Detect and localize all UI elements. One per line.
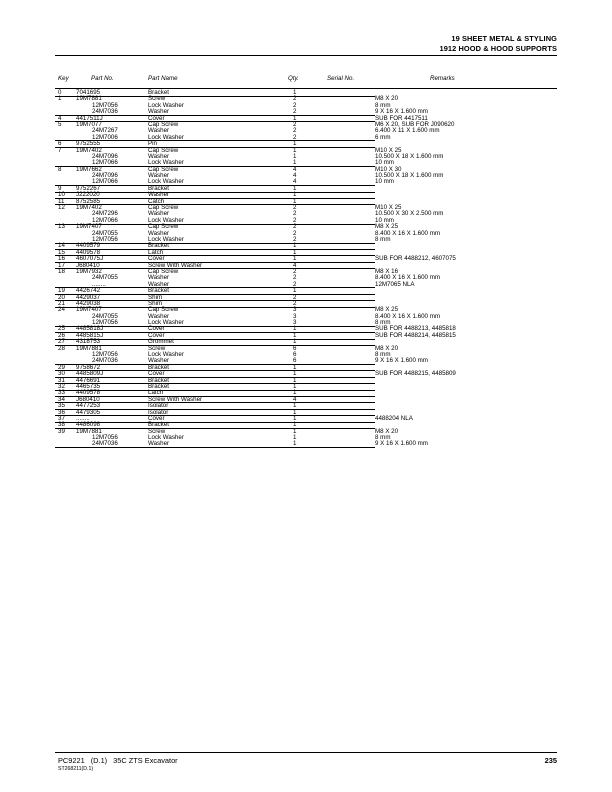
key-cell: 5 <box>58 120 62 128</box>
remarks-cell: M8 X 25 <box>375 306 399 314</box>
part-name-cell: Lock Washer <box>148 133 184 141</box>
part-name-cell: Lock Washer <box>148 101 184 109</box>
group-title: 1912 HOOD & HOOD SUPPORTS <box>439 44 557 53</box>
qty-cell: 1 <box>293 421 297 429</box>
qty-cell: 2 <box>293 204 297 212</box>
part-number-cell: 12M7056 <box>92 101 118 109</box>
key-cell: 11 <box>58 197 65 205</box>
qty-cell: 1 <box>293 434 297 442</box>
key-cell: 4 <box>58 114 62 122</box>
qty-cell: 1 <box>293 197 297 205</box>
part-number-cell: 19M7407 <box>76 223 102 231</box>
qty-cell: 2 <box>293 120 297 128</box>
key-cell: 27 <box>58 338 65 346</box>
key-cell: 14 <box>58 242 65 250</box>
part-number-cell: 19M7662 <box>76 165 102 173</box>
part-number-cell: 12M7056 <box>92 351 118 359</box>
parts-table <box>0 90 612 448</box>
remarks-cell: M8 X 20 <box>375 95 399 103</box>
part-number-cell: 19M7881 <box>76 427 102 435</box>
key-cell: 21 <box>58 299 65 307</box>
part-name-cell: Washer <box>148 229 170 237</box>
remarks-cell: 9 X 16 X 1.600 mm <box>375 108 428 116</box>
qty-cell: 1 <box>293 414 297 422</box>
part-number-cell: 24M7036 <box>92 440 118 448</box>
qty-cell: 4 <box>293 178 297 186</box>
qty-cell: 1 <box>293 287 297 295</box>
part-name-cell: Bracket <box>148 363 169 371</box>
remarks-cell: 6 mm <box>375 133 391 141</box>
page-number: 235 <box>544 756 557 765</box>
remarks-cell: 8 mm <box>375 319 391 327</box>
part-name-cell: Cap Screw <box>148 204 179 212</box>
qty-cell: 1 <box>293 376 297 384</box>
section-title: 19 SHEET METAL & STYLING <box>451 34 557 43</box>
remarks-cell: M10 X 30 <box>375 165 402 173</box>
key-cell: 15 <box>58 248 65 256</box>
part-name-cell: Shim <box>148 299 163 307</box>
part-number-cell: 4417511J <box>76 114 103 122</box>
qty-cell: 4 <box>293 172 297 180</box>
key-cell: 7 <box>58 146 62 154</box>
col-part-no-header: Part No. <box>91 75 114 82</box>
qty-cell: 1 <box>293 242 297 250</box>
qty-cell: 1 <box>293 331 297 339</box>
key-cell: 8 <box>58 165 62 173</box>
part-number-cell: 24M7296 <box>92 210 118 218</box>
qty-cell: 3 <box>293 312 297 320</box>
part-name-cell: Bracket <box>148 287 169 295</box>
part-number-cell: 7041695 <box>76 89 101 96</box>
col-qty-header: Qty. <box>288 75 299 82</box>
qty-cell: 2 <box>293 280 297 288</box>
remarks-cell: 8.400 X 16 X 1.600 mm <box>375 229 441 237</box>
part-name-cell: Bracket <box>148 184 169 192</box>
part-name-cell: Pin <box>148 140 157 148</box>
part-name-cell: Washer <box>148 152 170 160</box>
part-number-cell: 24M7055 <box>92 274 118 282</box>
qty-cell: 1 <box>293 389 297 397</box>
remarks-cell: 10 mm <box>375 216 394 224</box>
qty-cell: 1 <box>293 89 297 96</box>
key-cell: 17 <box>58 261 65 269</box>
part-name-cell: Cover <box>148 414 165 422</box>
part-number-cell: 4486098 <box>76 421 101 429</box>
part-name-cell: Washer <box>148 108 170 116</box>
remarks-cell: SUB FOR 4488212, 4607075 <box>375 255 456 263</box>
qty-cell: 6 <box>293 351 297 359</box>
key-cell: 38 <box>58 421 65 429</box>
part-number-cell: 12M7056 <box>92 235 118 243</box>
part-number-cell: 9752267 <box>76 184 101 192</box>
key-cell: 28 <box>58 344 65 352</box>
qty-cell: 2 <box>293 216 297 224</box>
qty-cell: 1 <box>293 338 297 346</box>
part-name-cell: Lock Washer <box>148 319 184 327</box>
remarks-cell: 10.500 X 18 X 1.600 mm <box>375 172 444 180</box>
part-name-cell: Shim <box>148 293 163 301</box>
key-cell: 12 <box>58 204 65 212</box>
part-number-cell: 24M7055 <box>92 229 118 237</box>
remarks-cell: M8 X 16 <box>375 267 399 275</box>
qty-cell: 1 <box>293 152 297 160</box>
qty-cell: 1 <box>293 114 297 122</box>
part-name-cell: Isolator <box>148 402 169 410</box>
part-number-cell: 12M7066 <box>92 178 118 186</box>
part-number-cell: 19M7402 <box>76 204 102 212</box>
remarks-cell: 10 mm <box>375 178 394 186</box>
remarks-cell: 8 mm <box>375 101 391 109</box>
part-number-cell: 9752555 <box>76 140 101 148</box>
part-name-cell: Cap Screw <box>148 146 179 154</box>
part-name-cell: Screw With Washer <box>148 261 203 269</box>
remarks-cell: M8 X 25 <box>375 223 399 231</box>
key-cell: 37 <box>58 414 65 422</box>
remarks-cell: 10.500 X 30 X 2.500 mm <box>375 210 444 218</box>
model-name: 35C ZTS Excavator <box>113 756 178 765</box>
part-number-cell: J222020 <box>76 191 100 199</box>
part-name-cell: Lock Washer <box>148 235 184 243</box>
qty-cell: 3 <box>293 319 297 327</box>
part-name-cell: Lock Washer <box>148 178 184 186</box>
key-cell: 19 <box>58 287 65 295</box>
remarks-cell: M10 X 25 <box>375 146 402 154</box>
key-cell: 25 <box>58 325 65 333</box>
part-name-cell: Bracket <box>148 382 169 390</box>
part-name-cell: Washer <box>148 440 170 448</box>
key-cell: 0 <box>58 89 62 96</box>
part-number-cell: 19M7077 <box>76 120 102 128</box>
part-number-cell: 12M7056 <box>92 319 118 327</box>
part-name-cell: Washer <box>148 127 170 135</box>
key-cell: 26 <box>58 331 65 339</box>
part-number-cell: 4409578 <box>76 248 101 256</box>
qty-cell: 1 <box>293 248 297 256</box>
part-number-cell: 24M7036 <box>92 357 118 365</box>
part-number-cell: 12M7056 <box>92 434 118 442</box>
key-cell: 30 <box>58 370 65 378</box>
part-name-cell: Lock Washer <box>148 159 184 167</box>
footer-left <box>58 756 184 765</box>
qty-cell: 2 <box>293 267 297 275</box>
header-rule <box>55 55 557 56</box>
part-name-cell: Screw <box>148 95 166 103</box>
part-number-cell: 4409579 <box>76 242 101 250</box>
qty-cell: 2 <box>293 133 297 141</box>
remarks-cell: M6 X 20, SUB FOR J090620 <box>375 120 455 128</box>
part-number-cell: 4479305 <box>76 408 101 416</box>
qty-cell: 6 <box>293 357 297 365</box>
part-name-cell: Cover <box>148 325 165 333</box>
qty-cell: 4 <box>293 165 297 173</box>
catalog-revision: (D.1) <box>90 756 108 765</box>
qty-cell: 3 <box>293 306 297 314</box>
key-cell: 18 <box>58 267 65 275</box>
qty-cell: 1 <box>293 408 297 416</box>
table-row <box>0 441 612 447</box>
part-name-cell: Cap Screw <box>148 120 179 128</box>
part-name-cell: Grommet <box>148 338 174 346</box>
remarks-cell: SUB FOR 4488215, 4485809 <box>375 370 456 378</box>
qty-cell: 1 <box>293 402 297 410</box>
part-name-cell: Latch <box>148 389 164 397</box>
part-name-cell: Bracket <box>148 421 169 429</box>
part-name-cell: Washer <box>148 210 170 218</box>
part-name-cell: Washer <box>148 357 170 365</box>
key-cell: 13 <box>58 223 65 231</box>
remarks-cell: 8.400 X 16 X 1.600 mm <box>375 312 441 320</box>
remarks-cell: 8 mm <box>375 434 391 442</box>
part-number-cell: 19M7932 <box>76 267 102 275</box>
key-cell: 29 <box>58 363 65 371</box>
remarks-cell: 9 X 16 X 1.600 mm <box>375 440 428 448</box>
part-name-cell: Screw With Washer <box>148 395 203 403</box>
remarks-cell: SUB FOR 4488213, 4485818 <box>375 325 456 333</box>
remarks-cell: 12M7065 NLA <box>375 280 415 288</box>
remarks-cell: 8.400 X 16 X 1.600 mm <box>375 274 441 282</box>
remarks-cell: 4488204 NLA <box>375 414 413 422</box>
part-name-cell: Lock Washer <box>148 434 184 442</box>
document-code: ST268211(D.1) <box>58 766 94 772</box>
key-cell: 36 <box>58 408 65 416</box>
qty-cell: 1 <box>293 370 297 378</box>
catalog-number: PC9221 <box>58 756 85 765</box>
remarks-cell: 8 mm <box>375 351 391 359</box>
column-header-rule <box>55 88 557 89</box>
qty-cell: 2 <box>293 299 297 307</box>
key-cell: 16 <box>58 255 65 263</box>
qty-cell: 1 <box>293 159 297 167</box>
part-name-cell: Bracket <box>148 242 169 250</box>
qty-cell: 1 <box>293 184 297 192</box>
key-cell: 20 <box>58 293 65 301</box>
part-name-cell: Bracket <box>148 376 169 384</box>
part-name-cell: Latch <box>148 248 164 256</box>
remarks-cell: SUB FOR 4488214, 4485815 <box>375 331 456 339</box>
qty-cell: 1 <box>293 382 297 390</box>
part-number-cell: 19M7402 <box>76 146 102 154</box>
key-cell: 35 <box>58 402 65 410</box>
part-number-cell: 4426742 <box>76 287 101 295</box>
remarks-cell: SUB FOR 4417511 <box>375 114 428 122</box>
part-number-cell: ........ <box>76 414 90 422</box>
part-number-cell: 4409578 <box>76 389 101 397</box>
qty-cell: 2 <box>293 293 297 301</box>
part-name-cell: Washer <box>148 312 170 320</box>
part-number-cell: 24M7036 <box>92 108 118 116</box>
part-number-cell: J680410 <box>76 395 100 403</box>
part-name-cell: Washer <box>148 280 170 288</box>
part-number-cell: 4429038 <box>76 299 101 307</box>
key-cell: 33 <box>58 389 65 397</box>
part-number-cell: 9758672 <box>76 363 101 371</box>
qty-cell: 2 <box>293 127 297 135</box>
part-number-cell: 4476691 <box>76 376 101 384</box>
part-number-cell: 4318753 <box>76 338 101 346</box>
remarks-cell: 10.500 X 18 X 1.600 mm <box>375 152 444 160</box>
part-number-cell: 12M7066 <box>92 159 118 167</box>
part-name-cell: Washer <box>148 191 170 199</box>
remarks-cell: M8 X 20 <box>375 344 399 352</box>
remarks-cell: 9 X 16 X 1.600 mm <box>375 357 428 365</box>
qty-cell: 2 <box>293 95 297 103</box>
qty-cell: 1 <box>293 363 297 371</box>
part-number-cell: 4465735 <box>76 382 101 390</box>
part-number-cell: 12M7006 <box>92 133 118 141</box>
key-cell: 6 <box>58 140 62 148</box>
part-name-cell: Washer <box>148 172 170 180</box>
qty-cell: 1 <box>293 427 297 435</box>
part-name-cell: Screw <box>148 344 166 352</box>
key-cell: 24 <box>58 306 65 314</box>
key-cell: 39 <box>58 427 65 435</box>
column-headers <box>0 75 612 85</box>
qty-cell: 4 <box>293 261 297 269</box>
part-number-cell: 4485815J <box>76 331 104 339</box>
qty-cell: 1 <box>293 440 297 448</box>
part-number-cell: 19M7881 <box>76 344 102 352</box>
key-cell: 10 <box>58 191 65 199</box>
qty-cell: 2 <box>293 235 297 243</box>
part-name-cell: Screw <box>148 427 166 435</box>
part-name-cell: Bracket <box>148 89 169 96</box>
key-cell: 1 <box>58 95 62 103</box>
remarks-cell: 6.400 X 11 X 1.600 mm <box>375 127 440 135</box>
qty-cell: 2 <box>293 108 297 116</box>
qty-cell: 2 <box>293 274 297 282</box>
part-number-cell: 24M7096 <box>92 152 118 160</box>
part-name-cell: Lock Washer <box>148 351 184 359</box>
part-name-cell: Cap Screw <box>148 267 179 275</box>
part-name-cell: Cap Screw <box>148 165 179 173</box>
remarks-cell: M8 X 20 <box>375 427 399 435</box>
part-name-cell: Cover <box>148 114 165 122</box>
qty-cell: 1 <box>293 146 297 154</box>
part-number-cell: 19M7881 <box>76 95 102 103</box>
col-serial-header: Serial No. <box>327 75 355 82</box>
part-name-cell: Cap Screw <box>148 306 179 314</box>
part-name-cell: Washer <box>148 274 170 282</box>
part-number-cell: 19M7407 <box>76 306 102 314</box>
part-number-cell: 4485818J <box>76 325 104 333</box>
part-name-cell: Catch <box>148 197 165 205</box>
qty-cell: 2 <box>293 229 297 237</box>
remarks-cell: 8 mm <box>375 235 391 243</box>
part-number-cell: 4485809J <box>76 370 104 378</box>
qty-cell: 6 <box>293 344 297 352</box>
qty-cell: 4 <box>293 395 297 403</box>
col-remarks-header: Remarks <box>430 75 455 82</box>
key-cell: 9 <box>58 184 62 192</box>
part-number-cell: 4477253 <box>76 402 101 410</box>
part-number-cell: J680410 <box>76 261 100 269</box>
remarks-cell: 10 mm <box>375 159 394 167</box>
col-key-header: Key <box>58 75 69 82</box>
part-number-cell: 8752585 <box>76 197 101 205</box>
qty-cell: 2 <box>293 210 297 218</box>
part-name-cell: Cap Screw <box>148 223 179 231</box>
key-cell: 31 <box>58 376 65 384</box>
part-name-cell: Cover <box>148 331 165 339</box>
qty-cell: 1 <box>293 255 297 263</box>
remarks-cell: M10 X 25 <box>375 204 402 212</box>
part-number-cell: 12M7066 <box>92 216 118 224</box>
footer-rule <box>55 752 557 753</box>
qty-cell: 2 <box>293 223 297 231</box>
part-name-cell: Cover <box>148 370 165 378</box>
qty-cell: 2 <box>293 101 297 109</box>
part-number-cell: ........ <box>92 280 106 288</box>
part-name-cell: Lock Washer <box>148 216 184 224</box>
part-number-cell: 24M7267 <box>92 127 118 135</box>
part-number-cell: 4429037 <box>76 293 101 301</box>
part-name-cell: Cover <box>148 255 165 263</box>
key-cell: 34 <box>58 395 65 403</box>
qty-cell: 1 <box>293 140 297 148</box>
part-name-cell: Isolator <box>148 408 169 416</box>
part-number-cell: 24M7055 <box>92 312 118 320</box>
part-number-cell: 4607075J <box>76 255 104 263</box>
key-cell: 32 <box>58 382 65 390</box>
col-part-name-header: Part Name <box>148 75 178 82</box>
qty-cell: 1 <box>293 191 297 199</box>
qty-cell: 1 <box>293 325 297 333</box>
part-number-cell: 24M7096 <box>92 172 118 180</box>
